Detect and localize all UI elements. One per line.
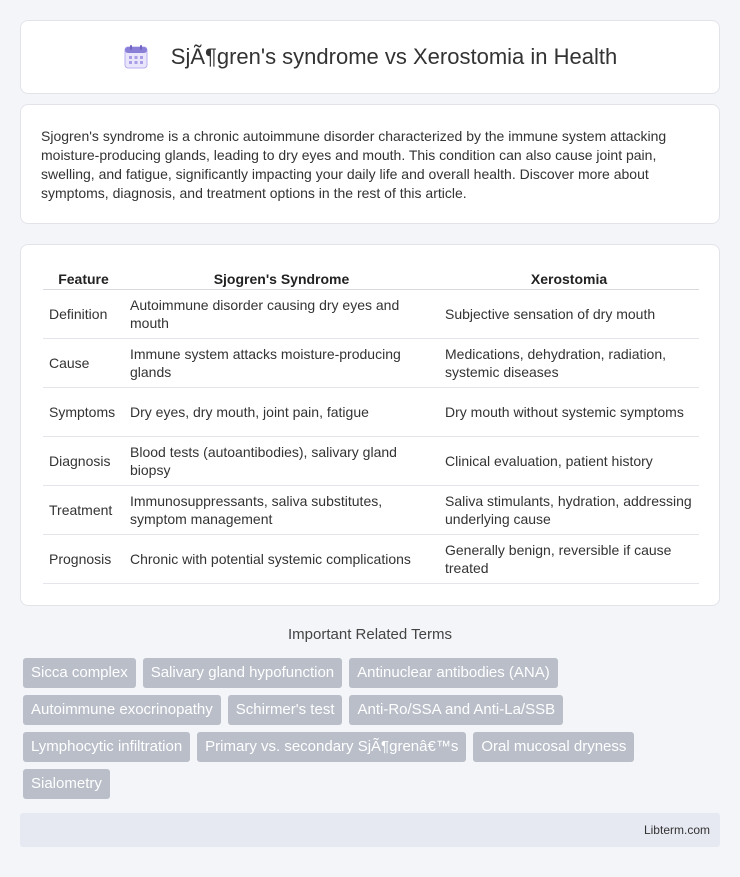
term-tag[interactable]: Sialometry	[23, 769, 110, 799]
table-row	[43, 289, 699, 338]
row-feature: Prognosis	[43, 534, 124, 583]
related-terms-heading: Important Related Terms	[288, 626, 452, 643]
table-row	[43, 387, 699, 436]
row-feature: Diagnosis	[43, 436, 124, 485]
term-tag[interactable]: Autoimmune exocrinopathy	[23, 695, 221, 725]
table-header-row	[43, 265, 699, 289]
row-xerostomia: Subjective sensation of dry mouth	[439, 289, 699, 338]
row-sjogrens: Immunosuppressants, saliva substitutes, symptom management	[124, 485, 439, 534]
footer	[20, 813, 720, 847]
intro-card	[20, 104, 720, 224]
row-sjogrens: Autoimmune disorder causing dry eyes and mouth	[124, 289, 439, 338]
row-xerostomia: Clinical evaluation, patient history	[439, 436, 699, 485]
page-title: SjÃ¶gren's syndrome vs Xerostomia in Health	[170, 44, 618, 69]
row-sjogrens: Immune system attacks moisture-producing glands	[124, 338, 439, 387]
term-tag[interactable]: Schirmer's test	[228, 695, 343, 725]
term-tag[interactable]: Salivary gland hypofunction	[143, 658, 342, 688]
row-xerostomia: Dry mouth without systemic symptoms	[439, 387, 699, 436]
title-card	[20, 20, 720, 94]
row-xerostomia: Saliva stimulants, hydration, addressing underlying cause	[439, 485, 699, 534]
header-sjogrens: Sjogren's Syndrome	[124, 265, 439, 289]
related-terms-list	[23, 658, 723, 806]
row-feature: Cause	[43, 338, 124, 387]
term-tag[interactable]: Lymphocytic infiltration	[23, 732, 190, 762]
header-feature: Feature	[43, 265, 124, 289]
comparison-table-card	[20, 244, 720, 606]
term-tag[interactable]: Primary vs. secondary SjÃ¶grenâ€™s	[197, 732, 466, 762]
table-row	[43, 534, 699, 583]
row-feature: Definition	[43, 289, 124, 338]
table-row	[43, 338, 699, 387]
intro-paragraph: Sjogren's syndrome is a chronic autoimmune disorder characterized by the immune system attacking moisture-producing glands, leading to dry eyes and mouth. This condition can also cause joint pain, swelling, and fatigue, significantly impacting your daily life and overall health. Discover more about symptoms, diagnosis, and treatment options in the rest of this article.	[41, 128, 667, 201]
row-xerostomia: Medications, dehydration, radiation, systemic diseases	[439, 338, 699, 387]
row-xerostomia: Generally benign, reversible if cause treated	[439, 534, 699, 583]
calendar-icon	[123, 44, 149, 70]
row-feature: Treatment	[43, 485, 124, 534]
term-tag[interactable]: Anti-Ro/SSA and Anti-La/SSB	[349, 695, 563, 725]
row-sjogrens: Blood tests (autoantibodies), salivary gland biopsy	[124, 436, 439, 485]
table-row	[43, 436, 699, 485]
footer-site-link[interactable]: Libterm.com	[643, 823, 710, 837]
term-tag[interactable]: Antinuclear antibodies (ANA)	[349, 658, 558, 688]
header-xerostomia: Xerostomia	[439, 265, 699, 289]
row-sjogrens: Dry eyes, dry mouth, joint pain, fatigue	[124, 387, 439, 436]
comparison-table	[43, 265, 699, 584]
table-row	[43, 485, 699, 534]
row-sjogrens: Chronic with potential systemic complications	[124, 534, 439, 583]
term-tag[interactable]: Sicca complex	[23, 658, 136, 688]
term-tag[interactable]: Oral mucosal dryness	[473, 732, 634, 762]
row-feature: Symptoms	[43, 387, 124, 436]
